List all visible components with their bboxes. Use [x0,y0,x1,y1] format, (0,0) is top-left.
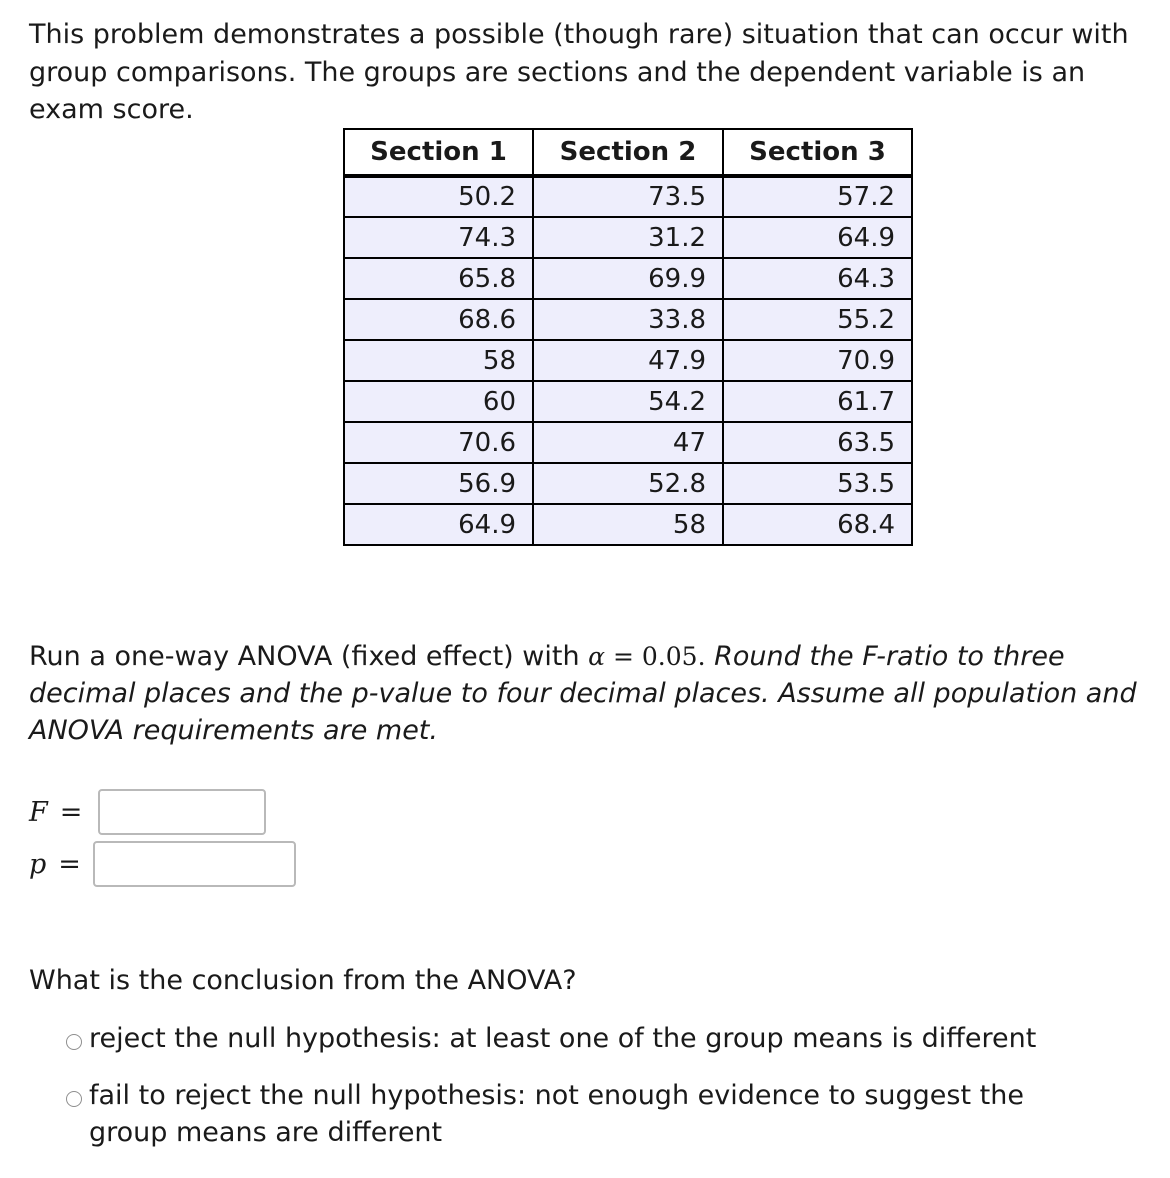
option-reject-null[interactable] [66,1020,1096,1057]
table-row [344,258,912,299]
table-cell: 69.9 [533,258,723,299]
table-row [344,299,912,340]
table-cell: 70.6 [344,422,533,463]
table-cell: 65.8 [344,258,533,299]
table-cell: 47 [533,422,723,463]
table-row [344,340,912,381]
rounding-instructions: Round the F-ratio to three decimal places and the p-value to four decimal places. Assume all population and ANOVA requirements are met. [29,641,1137,746]
table-cell: 56.9 [344,463,533,504]
table-row [344,504,912,545]
table-cell: 68.6 [344,299,533,340]
p-value-input[interactable] [93,841,296,887]
table-row [344,381,912,422]
alpha-value: 0.05 [641,642,698,671]
table-cell: 74.3 [344,217,533,258]
table-row [344,176,912,217]
alpha-symbol: α [588,642,606,671]
fail-to-reject-radio[interactable] [66,1091,82,1107]
f-equals: = [59,796,83,828]
table-cell: 64.3 [723,258,912,299]
p-value-row [29,841,296,887]
table-cell: 61.7 [723,381,912,422]
table-cell: 60 [344,381,533,422]
table-cell: 54.2 [533,381,723,422]
header-section-1: Section 1 [344,129,533,176]
table-row [344,463,912,504]
f-ratio-input[interactable] [98,789,266,835]
reject-null-radio[interactable] [66,1034,82,1050]
f-label: F [29,796,48,828]
table-cell: 63.5 [723,422,912,463]
instructions-prefix: Run a one-way ANOVA (fixed effect) with [29,641,589,672]
table-cell: 55.2 [723,299,912,340]
table-cell: 70.9 [723,340,912,381]
alpha-equals: = [605,642,642,671]
table-cell: 64.9 [723,217,912,258]
table-cell: 64.9 [344,504,533,545]
table-cell: 58 [344,340,533,381]
exam-score-table [343,128,913,546]
conclusion-question: What is the conclusion from the ANOVA? [29,965,577,996]
table-cell: 57.2 [723,176,912,217]
table-cell: 53.5 [723,463,912,504]
fail-to-reject-label: fail to reject the null hypothesis: not enough evidence to suggest the group means are different [89,1080,1024,1148]
table-cell: 52.8 [533,463,723,504]
p-equals: = [58,848,81,880]
table-cell: 58 [533,504,723,545]
option-fail-to-reject-null[interactable] [66,1077,1096,1151]
reject-null-label: reject the null hypothesis: at least one of the group means is different [89,1023,1037,1054]
table-cell: 31.2 [533,217,723,258]
table-row [344,217,912,258]
table-row [344,422,912,463]
table-cell: 73.5 [533,176,723,217]
table-cell: 50.2 [344,176,533,217]
f-ratio-row [29,789,266,835]
p-label: p [29,848,47,880]
header-section-3: Section 3 [723,129,912,176]
header-section-2: Section 2 [533,129,723,176]
problem-intro: This problem demonstrates a possible (though rare) situation that can occur with group comparisons. The groups are sections and the dependent variable is an exam score. [29,19,1129,125]
anova-instructions [29,638,1139,749]
table-cell: 33.8 [533,299,723,340]
alpha-period: . [697,642,706,671]
table-cell: 47.9 [533,340,723,381]
table-cell: 68.4 [723,504,912,545]
table-header-row [344,129,912,176]
